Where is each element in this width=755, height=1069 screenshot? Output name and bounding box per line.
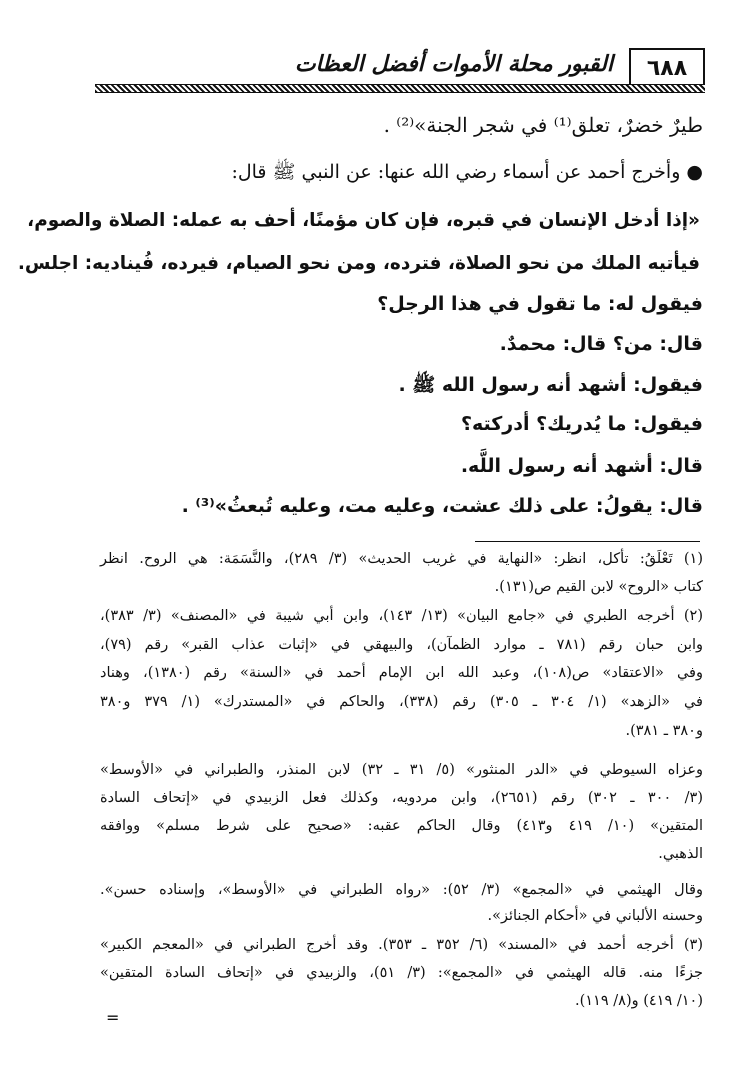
text-line: قال: يقولُ: على ذلك عشت، وعليه مت، وعليه تُبعثُ»⁽³⁾ .	[181, 495, 703, 517]
text-line: طيرٌ خضرٌ، تعلق⁽¹⁾ في شجر الجنة»⁽²⁾ .	[383, 113, 703, 137]
footnote-line: (٣) أخرجه أحمد في «المسند» (٦/ ٣٥٢ ـ ٣٥٣). وقد أخرج الطبراني في «المعجم الكبير»	[100, 937, 703, 953]
footnote-line: وفي «الاعتقاد» ص(١٠٨)، وعبد الله ابن الإمام أحمد في «السنة» رقم (١٣٨٠)، وهناد	[100, 665, 703, 681]
footnote-line: و٣٨٠ ـ ٣٨١).	[625, 723, 703, 739]
continuation-marker: =	[106, 1008, 120, 1027]
footnote-line: وقال الهيثمي في «المجمع» (٣/ ٥٢): «رواه الطبراني في «الأوسط»، وإسناده حسن».	[100, 882, 703, 898]
footnote-line: وعزاه السيوطي في «الدر المنثور» (٥/ ٣١ ـ ٣٢) لابن المنذر، والطبراني في «الأوسط»	[100, 762, 704, 778]
footnote-line: (١٠/ ٤١٩) و(٨/ ١١٩).	[574, 993, 703, 1009]
footnote-line: في «الزهد» (١/ ٣٠٤ ـ ٣٠٥) رقم (٣٣٨)، والحاكم في «المستدرك» (١/ ٣٧٩ و٣٨٠	[100, 694, 703, 710]
text-line: «إذا أدخل الإنسان في قبره، فإن كان مؤمنًا، أحف به عمله: الصلاة والصوم،	[27, 210, 700, 231]
text-line: فيقول: ما يُدريك؟ أدركته؟	[460, 413, 703, 435]
footnote-line: (٢) أخرجه الطبري في «جامع البيان» (١٣/ ١٤٣)، وابن أبي شيبة في «المصنف» (٣/ ٣٨٣)،	[100, 608, 704, 624]
page-number: ٦٨٨	[629, 48, 705, 86]
footnote-line: وابن حبان رقم (٧٨١ ـ موارد الظمآن)، والبيهقي في «إثبات عذاب القبر» رقم (٧٩)،	[100, 637, 704, 653]
footnote-line: (٣/ ٣٠٠ ـ ٣٠٢) رقم (٢٦٥١)، وابن مردويه، وكذلك فعل الزبيدي في «إتحاف السادة	[100, 790, 703, 806]
page-header	[95, 48, 705, 88]
footnote-line: جزءًا منه. قاله الهيثمي في «المجمع»: (٣/ ٥١)، والزبيدي في «إتحاف السادة المتقين»	[100, 965, 703, 981]
footnote-line: الذهبي.	[658, 846, 703, 862]
footnote-line: وحسنه الألباني في «أحكام الجنائز».	[487, 908, 703, 924]
footnote-line: (١) تَعْلَقُ: تأكل، انظر: «النهاية في غريب الحديث» (٣/ ٢٨٩)، والنَّسَمَة: هي الروح. انظر	[100, 551, 704, 567]
text-line: قال: أشهد أنه رسول اللَّه.	[460, 455, 703, 477]
text-line: قال: من؟ قال: محمدٌ.	[499, 333, 703, 355]
running-title: القبور محلة الأموات أفضل العظات	[294, 52, 613, 77]
footnote-separator	[475, 541, 700, 542]
text-line: ● وأخرج أحمد عن أسماء رضي الله عنها: عن النبي ﷺ قال:	[231, 161, 703, 183]
text-line: فيقول له: ما تقول في هذا الرجل؟	[377, 293, 703, 315]
footnote-line: كتاب «الروح» لابن القيم ص(١٣١).	[494, 579, 703, 595]
text-line: فيأتيه الملك من نحو الصلاة، فترده، ومن نحو الصيام، فيرده، فُيناديه: اجلس.	[17, 253, 700, 274]
footnote-line: المتقين» (١٠/ ٤١٩ و٤١٣) وقال الحاكم عقبه: «صحيح على شرط مسلم» ووافقه	[100, 818, 703, 834]
header-rule	[95, 84, 705, 93]
text-line: فيقول: أشهد أنه رسول الله ﷺ .	[398, 374, 703, 396]
